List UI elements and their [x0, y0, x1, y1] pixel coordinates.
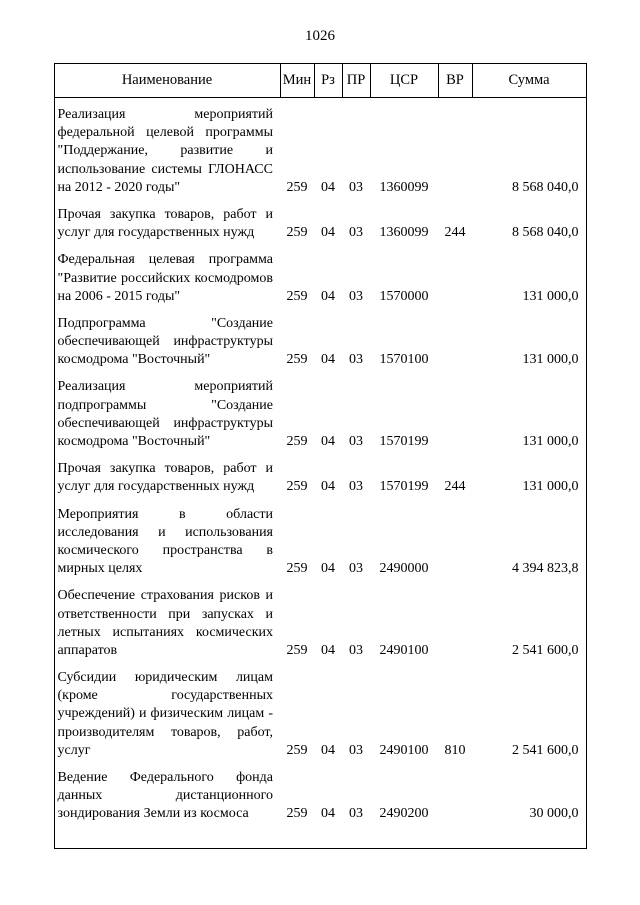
header-pr: ПР — [342, 64, 370, 98]
cell-summa: 131 000,0 — [522, 434, 579, 449]
table-row — [54, 370, 586, 452]
cell-pr: 03 — [349, 288, 363, 304]
cell-vr — [438, 761, 472, 825]
cell-vr — [438, 243, 472, 307]
table-row — [54, 498, 586, 580]
cell-tsr: 2490100 — [379, 742, 429, 758]
cell-name: Прочая закупка товаров, работ и услуг для государственных нужд — [57, 206, 273, 241]
cell-tsr: 2490100 — [379, 642, 429, 658]
header-name: Наименование — [54, 64, 280, 98]
cell-pr: 03 — [349, 225, 363, 241]
table-row — [54, 452, 586, 497]
table-row — [54, 98, 586, 198]
cell-min: 259 — [286, 561, 308, 577]
cell-tsr: 1570199 — [379, 479, 429, 495]
page-number: 1026 — [305, 28, 335, 44]
table-row — [54, 761, 586, 825]
table-row — [54, 198, 586, 243]
cell-vr — [438, 370, 472, 452]
table-row — [54, 307, 586, 371]
cell-pr: 03 — [349, 742, 363, 758]
table-header — [54, 64, 586, 98]
cell-vr — [438, 307, 472, 371]
cell-rz: 04 — [321, 561, 335, 577]
cell-min: 259 — [286, 742, 308, 758]
cell-min: 259 — [286, 288, 308, 304]
cell-name: Реализация мероприятий федеральной целевой программы "Поддержание, развитие и использование системы ГЛОНАСС на 2012 - 2020 годы" — [57, 107, 273, 195]
cell-tsr: 2490000 — [379, 561, 429, 577]
cell-summa: 4 394 823,8 — [512, 561, 579, 577]
table-row — [54, 243, 586, 307]
table-spacer-cell — [54, 825, 586, 849]
header-min: Мин — [280, 64, 314, 98]
header-summa: Сумма — [472, 64, 586, 98]
cell-vr — [438, 579, 472, 661]
cell-pr: 03 — [349, 434, 363, 449]
cell-min: 259 — [286, 225, 308, 241]
table-row — [54, 661, 586, 761]
cell-pr: 03 — [349, 179, 363, 195]
cell-rz: 04 — [321, 806, 335, 822]
cell-summa: 8 568 040,0 — [512, 179, 579, 195]
cell-tsr: 2490200 — [379, 806, 429, 822]
cell-min: 259 — [286, 179, 308, 195]
cell-name: Федеральная целевая программа "Развитие российских космодромов на 2006 - 2015 годы" — [57, 252, 273, 304]
cell-vr — [438, 498, 472, 580]
cell-summa: 30 000,0 — [529, 806, 579, 822]
cell-summa: 131 000,0 — [522, 479, 579, 495]
cell-vr: 810 — [444, 742, 466, 758]
cell-min: 259 — [286, 434, 308, 449]
table-row — [54, 579, 586, 661]
cell-vr: 244 — [444, 479, 466, 495]
header-rz: Рз — [314, 64, 342, 98]
table-spacer-row — [54, 825, 586, 849]
cell-rz: 04 — [321, 352, 335, 368]
cell-name: Ведение Федерального фонда данных дистанционного зондирования Земли из космоса — [57, 770, 273, 822]
cell-summa: 2 541 600,0 — [512, 642, 579, 658]
header-vr: ВР — [438, 64, 472, 98]
cell-min: 259 — [286, 479, 308, 495]
cell-tsr: 1360099 — [379, 179, 429, 195]
table-header-row — [54, 64, 586, 98]
cell-pr: 03 — [349, 561, 363, 577]
cell-rz: 04 — [321, 179, 335, 195]
cell-rz: 04 — [321, 288, 335, 304]
cell-rz: 04 — [321, 479, 335, 495]
cell-tsr: 1570000 — [379, 288, 429, 304]
cell-min: 259 — [286, 352, 308, 368]
cell-rz: 04 — [321, 225, 335, 241]
table-body — [54, 98, 586, 849]
cell-min: 259 — [286, 806, 308, 822]
cell-summa: 2 541 600,0 — [512, 742, 579, 758]
cell-pr: 03 — [349, 806, 363, 822]
cell-rz: 04 — [321, 434, 335, 449]
cell-name: Подпрограмма "Создание обеспечивающей инфраструктуры космодрома "Восточный" — [57, 315, 273, 368]
cell-summa: 131 000,0 — [522, 288, 579, 304]
cell-min: 259 — [286, 642, 308, 658]
cell-pr: 03 — [349, 479, 363, 495]
header-tsr: ЦСР — [370, 64, 438, 98]
cell-summa: 131 000,0 — [522, 352, 579, 368]
cell-tsr: 1570100 — [379, 352, 429, 368]
cell-vr: 244 — [444, 225, 466, 241]
cell-name: Субсидии юридическим лицам (кроме государственных учреждений) и физическим лицам - производителям товаров, работ, услуг — [57, 670, 273, 758]
budget-table — [54, 63, 587, 849]
cell-name: Мероприятия в области исследования и использования космического пространства в мирных целях — [57, 506, 273, 577]
cell-rz: 04 — [321, 642, 335, 658]
cell-rz: 04 — [321, 742, 335, 758]
cell-name: Реализация мероприятий подпрограммы "Создание обеспечивающей инфраструктуры космодрома "Восточный" — [57, 379, 273, 449]
cell-pr: 03 — [349, 642, 363, 658]
cell-tsr: 1570199 — [379, 434, 429, 449]
cell-pr: 03 — [349, 352, 363, 368]
cell-tsr: 1360099 — [379, 225, 429, 241]
cell-summa: 8 568 040,0 — [512, 225, 579, 241]
cell-name: Прочая закупка товаров, работ и услуг для государственных нужд — [57, 461, 273, 495]
cell-vr — [438, 98, 472, 198]
cell-name: Обеспечение страхования рисков и ответственности при запусках и летных испытаниях космических аппаратов — [57, 588, 273, 658]
